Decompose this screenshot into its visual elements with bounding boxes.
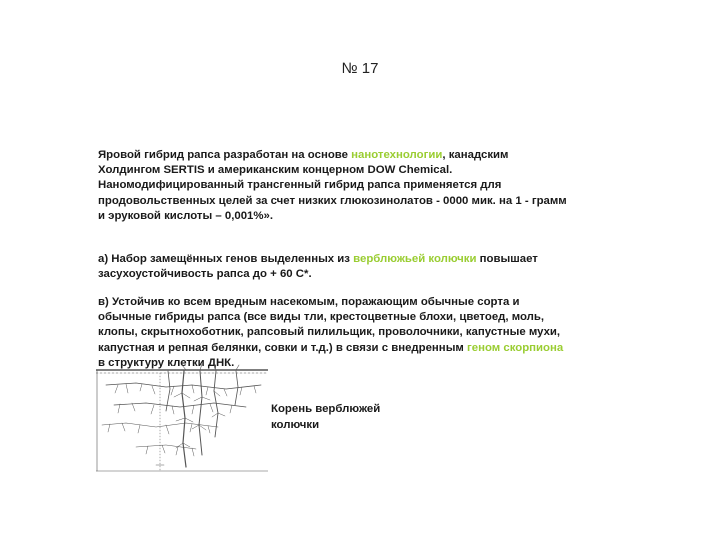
paragraph-2-text-before: а) Набор замещённых генов выделенных из [98,253,354,265]
root-drawing-icon [96,364,268,471]
slide-number: № 17 [341,60,379,77]
camel-thorn-root-figure [96,363,268,475]
highlight-nanotechnology: нанотехнологии [351,149,443,161]
paragraph-drought-resistance [98,252,568,282]
paragraph-1-text-after: , канадским Холдингом SERTIS и американским концерном DOW Chemical. Наномодифицированный трансгенный гибрид рапса применяется для продовольственных целей за счет низких глюкозинолатов - 0000 мик. на 1 - грамм и эруковой кислоты – 0,001%». [98,149,567,222]
figure-caption: Корень верблюжей колючки [271,403,381,431]
highlight-camel-thorn: верблюжьей колючки [353,253,477,265]
paragraph-rapeseed-hybrid [98,148,568,224]
paragraph-2-text-after: повышает засухоустойчивость рапса до + 60 С*. [98,253,538,281]
paragraph-1-text-before: Яровой гибрид рапса разработан на основе [98,149,352,161]
paragraph-3-text-before: в) Устойчив ко всем вредным насекомым, поражающим обычные сорта и обычные гибриды рапса (все виды тли, крестоцветные блохи, цветоед, моль, клопы, скрытнохоботник, рапсовый пилильщик, проволочники, капустные мухи, капустная и репная белянки, совки и т.д.) в связи с внедренным [98,296,561,354]
paragraph-insect-resistance [98,295,568,371]
highlight-scorpion-gene: геном скорпиона [467,341,564,354]
paragraph-3-text-after: в структуру клетки ДНК. [98,356,235,369]
